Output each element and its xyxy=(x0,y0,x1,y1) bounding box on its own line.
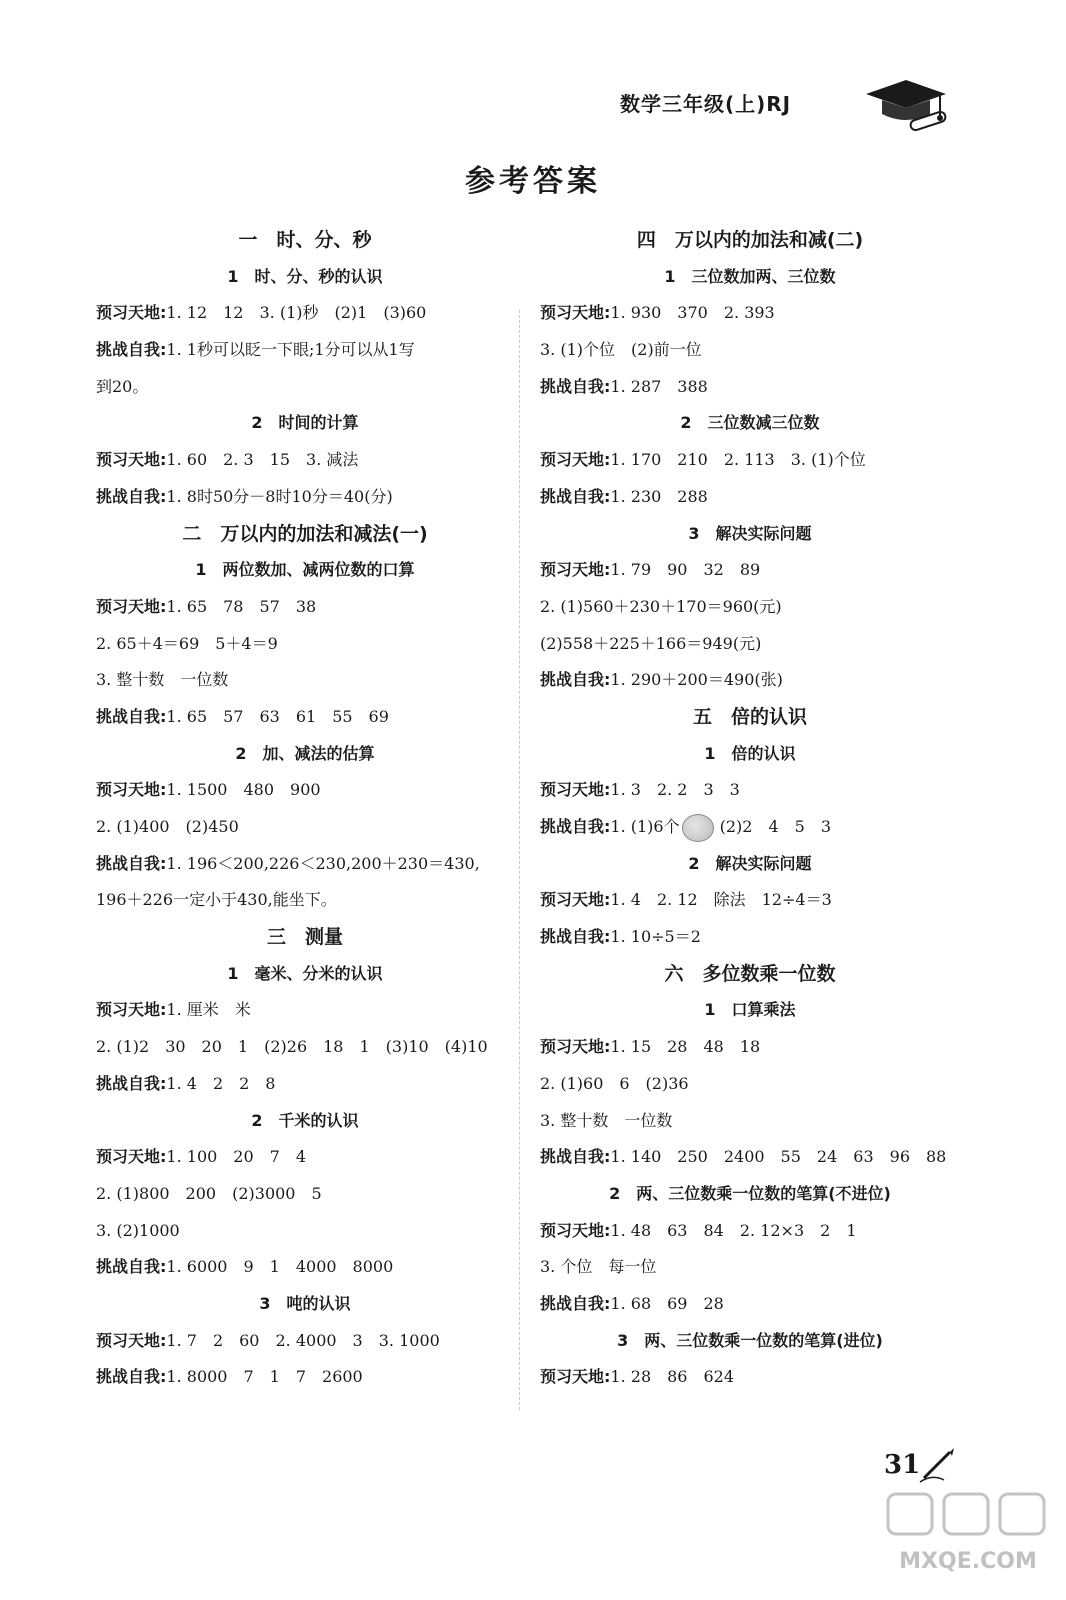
answer-text: 1. 79 90 32 89 xyxy=(610,560,761,580)
answer-label: 挑战自我: xyxy=(540,927,611,947)
answer-label: 挑战自我: xyxy=(540,486,611,506)
answer-label: 预习天地: xyxy=(540,780,611,800)
answer-text: 1. 8000 7 1 7 2600 xyxy=(166,1367,363,1387)
section-heading: 3 吨的认识 xyxy=(259,1293,351,1313)
answer-line xyxy=(540,295,960,332)
answer-line xyxy=(96,626,514,663)
answer-text: 2. (1)560＋230＋170＝960(元) xyxy=(540,596,782,616)
answer-label: 挑战自我: xyxy=(96,1367,167,1387)
answer-line xyxy=(96,809,514,846)
answer-line xyxy=(540,1286,960,1323)
answer-label: 挑战自我: xyxy=(540,376,611,396)
answer-line xyxy=(96,846,514,883)
chapter-heading: 三 测量 xyxy=(266,926,343,949)
answer-text: 3. (1)个位 (2)前一位 xyxy=(540,340,702,360)
answer-label: 预习天地: xyxy=(96,1330,167,1350)
column-divider xyxy=(519,310,520,1410)
answer-label: 挑战自我: xyxy=(96,340,167,360)
chapter-heading: 六 多位数乘一位数 xyxy=(664,962,836,985)
circle-icon xyxy=(682,814,714,842)
answer-label: 挑战自我: xyxy=(96,853,167,873)
answer-line xyxy=(96,442,514,479)
answer-line xyxy=(96,1066,514,1103)
answer-label: 预习天地: xyxy=(96,780,167,800)
section-heading: 3 解决实际问题 xyxy=(688,523,812,543)
answer-label: 预习天地: xyxy=(96,303,167,323)
pencil-icon xyxy=(918,1444,958,1484)
answer-line xyxy=(96,772,514,809)
answer-text: 1. 100 20 7 4 xyxy=(166,1147,307,1167)
answer-text: 1. 4 2. 12 除法 12÷4＝3 xyxy=(610,890,832,910)
answer-text: 1. 930 370 2. 393 xyxy=(610,303,775,323)
answer-text: 1. 1500 480 900 xyxy=(166,780,321,800)
answer-text: 1. 65 78 57 38 xyxy=(166,596,317,616)
section-heading: 2 时间的计算 xyxy=(251,413,359,433)
answer-line xyxy=(540,442,960,479)
answer-label: 预习天地: xyxy=(540,890,611,910)
answer-label: 预习天地: xyxy=(540,560,611,580)
answer-text: 3. 整十数 一位数 xyxy=(540,1110,673,1130)
answer-text: 到20。 xyxy=(96,376,149,396)
answer-text: (2)558＋225＋166＝949(元) xyxy=(540,633,762,653)
answer-line xyxy=(540,1066,960,1103)
answer-line xyxy=(96,699,514,736)
answer-text: 1. 140 250 2400 55 24 63 96 88 xyxy=(610,1147,947,1167)
answer-text: 1. 290＋200＝490(张) xyxy=(610,670,783,690)
answer-text: 1. 厘米 米 xyxy=(166,1000,251,1020)
right-column xyxy=(540,222,960,1396)
answer-text: 2. (1)800 200 (2)3000 5 xyxy=(96,1183,322,1203)
chapter-heading: 一 时、分、秒 xyxy=(238,229,372,251)
answer-line xyxy=(540,552,960,589)
section-heading: 2 千米的认识 xyxy=(251,1110,359,1130)
answer-line xyxy=(540,1029,960,1066)
answer-label: 预习天地: xyxy=(540,1037,611,1057)
answer-text: 3. 个位 每一位 xyxy=(540,1257,657,1277)
answer-line xyxy=(540,1213,960,1250)
answer-line xyxy=(96,369,514,406)
answer-line xyxy=(96,1359,514,1396)
answer-line xyxy=(540,809,960,846)
section-heading: 1 两位数加、减两位数的口算 xyxy=(195,560,415,580)
answer-text: 1. 68 69 28 xyxy=(610,1293,724,1313)
answer-label: 挑战自我: xyxy=(96,1073,167,1093)
answer-line xyxy=(540,919,960,956)
answer-line xyxy=(96,1029,514,1066)
answer-label: 挑战自我: xyxy=(540,817,611,836)
section-heading: 1 口算乘法 xyxy=(704,1000,796,1020)
answer-line xyxy=(96,589,514,626)
chapter-heading: 四 万以内的加法和减(二) xyxy=(636,229,864,251)
answer-text: 2. (1)60 6 (2)36 xyxy=(540,1073,689,1093)
section-heading: 2 解决实际问题 xyxy=(688,853,812,873)
answer-line xyxy=(540,1139,960,1176)
answer-text: 1. 60 2. 3 15 3. 减法 xyxy=(166,450,359,470)
answer-line xyxy=(96,992,514,1029)
chapter-heading: 二 万以内的加法和减法(一) xyxy=(182,522,428,545)
page-title: 参考答案 xyxy=(465,164,601,199)
section-heading: 1 倍的认识 xyxy=(704,743,796,763)
answer-text: 1. 3 2. 2 3 3 xyxy=(610,780,740,800)
answer-text: 1. 230 288 xyxy=(610,486,708,506)
answer-line xyxy=(96,479,514,516)
section-heading: 2 三位数减三位数 xyxy=(680,413,820,433)
answer-text: 1. 6000 9 1 4000 8000 xyxy=(166,1257,394,1277)
svg-text:MXQE.COM: MXQE.COM xyxy=(899,1549,1037,1574)
answer-text: 1. 4 2 2 8 xyxy=(166,1073,276,1093)
answer-text: 1. 28 86 624 xyxy=(610,1367,735,1387)
answer-label: 挑战自我: xyxy=(96,486,167,506)
answer-label: 挑战自我: xyxy=(540,1147,611,1167)
answer-line xyxy=(96,332,514,369)
section-heading: 1 时、分、秒的认识 xyxy=(227,266,383,286)
section-heading: 3 两、三位数乘一位数的笔算(进位) xyxy=(617,1330,883,1350)
answer-label: 预习天地: xyxy=(96,1000,167,1020)
section-heading: 2 两、三位数乘一位数的笔算(不进位) xyxy=(609,1183,891,1203)
left-column xyxy=(96,222,514,1396)
answer-label: 预习天地: xyxy=(540,450,611,470)
answer-line xyxy=(540,369,960,406)
section-heading: 1 毫米、分米的认识 xyxy=(227,963,383,983)
answer-line xyxy=(540,1249,960,1286)
answer-line xyxy=(96,1249,514,1286)
answer-line xyxy=(540,479,960,516)
answer-text: 196＋226一定小于430,能坐下。 xyxy=(96,890,337,910)
page-number: 31 xyxy=(884,1450,921,1480)
answer-label: 挑战自我: xyxy=(540,1293,611,1313)
answer-label: 预习天地: xyxy=(540,1367,611,1387)
page-header-subject: 数学三年级(上)RJ xyxy=(620,92,792,116)
answer-text: 1. 170 210 2. 113 3. (1)个位 xyxy=(610,450,866,470)
answer-text: 3. (2)1000 xyxy=(96,1220,180,1240)
answer-line xyxy=(96,882,514,919)
answer-label: 挑战自我: xyxy=(540,670,611,690)
answer-line xyxy=(540,662,960,699)
answer-line xyxy=(96,1213,514,1250)
answer-line xyxy=(540,626,960,663)
answer-text: 1. 8时50分－8时10分＝40(分) xyxy=(166,486,393,506)
answer-line xyxy=(96,295,514,332)
answer-text: 1. 1秒可以眨一下眼;1分可以从1写 xyxy=(166,340,415,360)
answer-text: 1. 7 2 60 2. 4000 3 3. 1000 xyxy=(166,1330,440,1350)
answer-text: 1. 12 12 3. (1)秒 (2)1 (3)60 xyxy=(166,303,427,323)
section-heading: 2 加、减法的估算 xyxy=(235,743,375,763)
answer-text: 1. 10÷5＝2 xyxy=(610,927,701,947)
answer-text: 1. 48 63 84 2. 12×3 2 1 xyxy=(610,1220,857,1240)
graduation-cap-icon xyxy=(860,72,952,132)
answer-label: 预习天地: xyxy=(540,303,611,323)
answer-text: 2. 65＋4＝69 5＋4＝9 xyxy=(96,633,278,653)
answer-line xyxy=(540,1103,960,1140)
answer-text: 2. (1)2 30 20 1 (2)26 18 1 (3)10 (4)10 xyxy=(96,1037,488,1057)
answer-line xyxy=(96,1323,514,1360)
answer-line xyxy=(540,882,960,919)
answer-line xyxy=(96,1176,514,1213)
answer-line xyxy=(540,589,960,626)
answer-text: 2. (1)400 (2)450 xyxy=(96,817,239,836)
answer-text: 1. 15 28 48 18 xyxy=(610,1037,761,1057)
answer-label: 预习天地: xyxy=(96,450,167,470)
answer-line xyxy=(540,772,960,809)
answer-line xyxy=(540,1359,960,1396)
answer-label: 预习天地: xyxy=(540,1220,611,1240)
answer-line xyxy=(96,1139,514,1176)
answer-label: 预习天地: xyxy=(96,1147,167,1167)
answer-text: 1. 287 388 xyxy=(610,376,708,396)
answer-text: 3. 整十数 一位数 xyxy=(96,670,229,690)
section-heading: 1 三位数加两、三位数 xyxy=(664,266,836,286)
answer-line xyxy=(540,332,960,369)
answer-text: 1. (1)6个 xyxy=(610,817,680,836)
answer-text-after: (2)2 4 5 3 xyxy=(719,817,831,836)
answer-text: 1. 65 57 63 61 55 69 xyxy=(166,706,389,726)
answer-label: 挑战自我: xyxy=(96,1257,167,1277)
chapter-heading: 五 倍的认识 xyxy=(692,705,807,728)
answer-label: 预习天地: xyxy=(96,596,167,616)
answer-label: 挑战自我: xyxy=(96,706,167,726)
watermark-logo-icon xyxy=(880,1488,1056,1578)
answer-text: 1. 196＜200,226＜230,200＋230＝430, xyxy=(166,853,480,873)
answer-line xyxy=(96,662,514,699)
